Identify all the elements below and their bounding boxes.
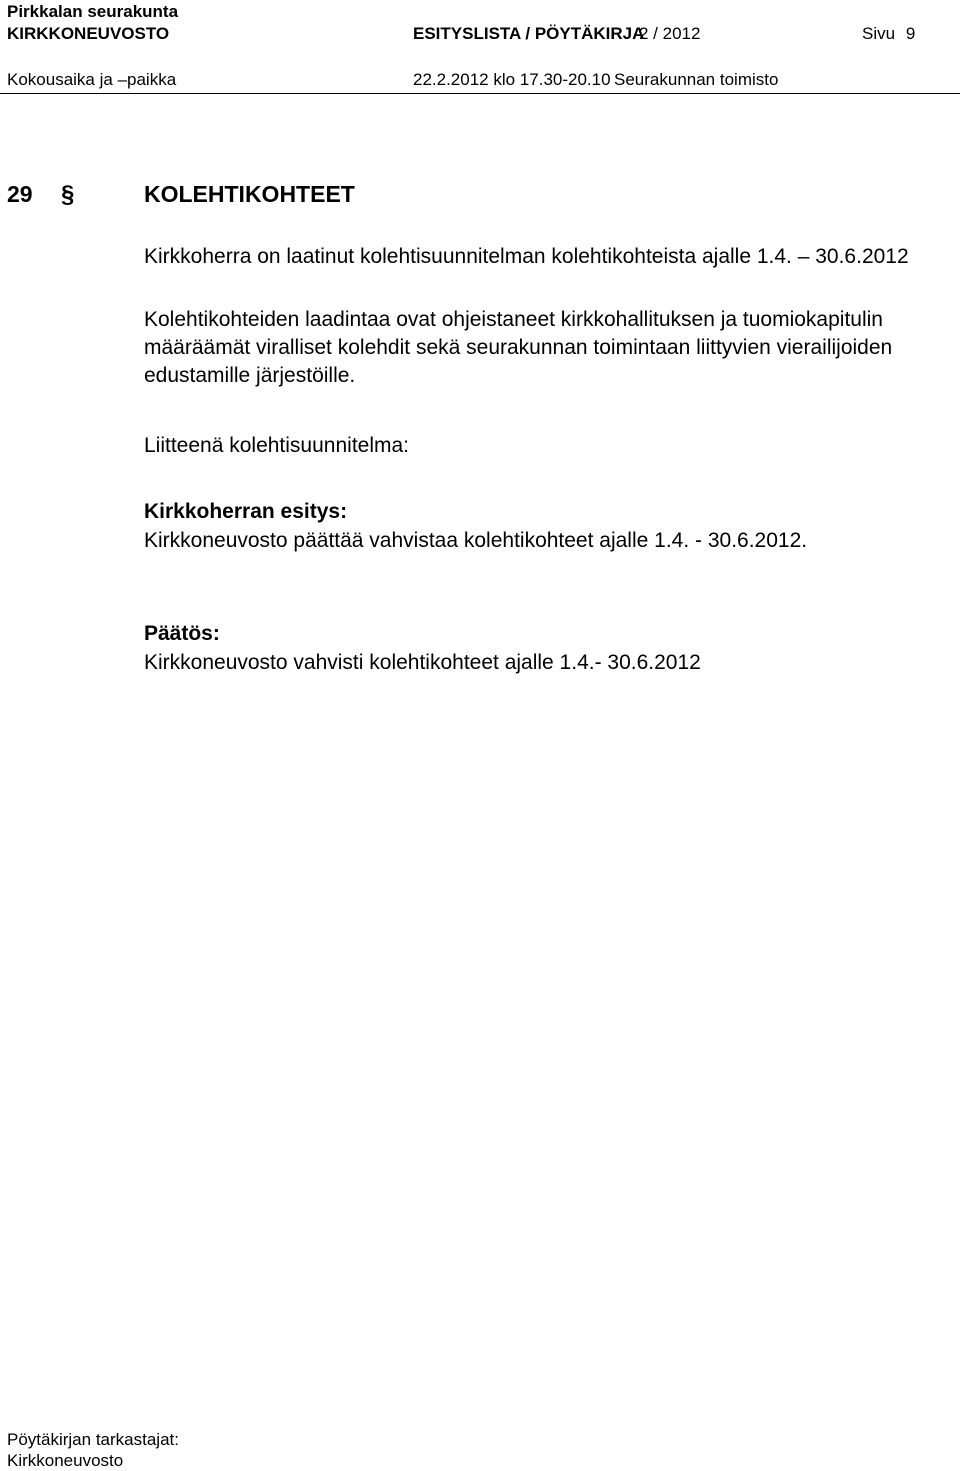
- header-page-number: 9: [905, 24, 916, 43]
- header-doc-type: ESITYSLISTA / PÖYTÄKIRJA: [413, 24, 645, 43]
- paragraph-line: Kolehtikohteiden laadintaa ovat ohjeistaneet kirkkohallituksen ja tuomiokapitulin: [144, 308, 883, 331]
- section-number: 29: [7, 181, 33, 207]
- footer-label: Pöytäkirjan tarkastajat:: [7, 1430, 179, 1449]
- proposal-text: Kirkkoneuvosto päättää vahvistaa kolehtikohteet ajalle 1.4. - 30.6.2012.: [144, 529, 808, 552]
- header-body: KIRKKONEUVOSTO: [7, 24, 170, 43]
- header-org: Pirkkalan seurakunta: [7, 2, 179, 21]
- header-page-label: Sivu: [862, 24, 896, 43]
- section-sign: §: [61, 181, 75, 208]
- section-title: KOLEHTIKOHTEET: [144, 181, 355, 207]
- proposal-label: Kirkkoherran esitys:: [144, 500, 348, 523]
- paragraph-line: määräämät viralliset kolehdit sekä seurakunnan toimintaan liittyvien vierailijoiden: [144, 336, 893, 359]
- footer-body: Kirkkoneuvosto: [7, 1451, 124, 1470]
- header-page: [862, 24, 915, 44]
- header-meeting-label: Kokousaika ja –paikka: [7, 70, 177, 89]
- decision-label: Päätös:: [144, 622, 220, 645]
- decision-text: Kirkkoneuvosto vahvisti kolehtikohteet ajalle 1.4.- 30.6.2012: [144, 651, 701, 674]
- paragraph-line: edustamille järjestöille.: [144, 364, 356, 387]
- intro-text: Kirkkoherra on laatinut kolehtisuunnitelman kolehtikohteista ajalle 1.4. – 30.6.2012: [144, 245, 909, 268]
- attachment-text: Liitteenä kolehtisuunnitelma:: [144, 434, 410, 457]
- header-meeting-time: 22.2.2012 klo 17.30-20.10: [413, 70, 611, 89]
- header-divider: [0, 93, 960, 94]
- header-meeting-place: Seurakunnan toimisto: [614, 70, 779, 89]
- header-doc-number: 2 / 2012: [639, 24, 701, 43]
